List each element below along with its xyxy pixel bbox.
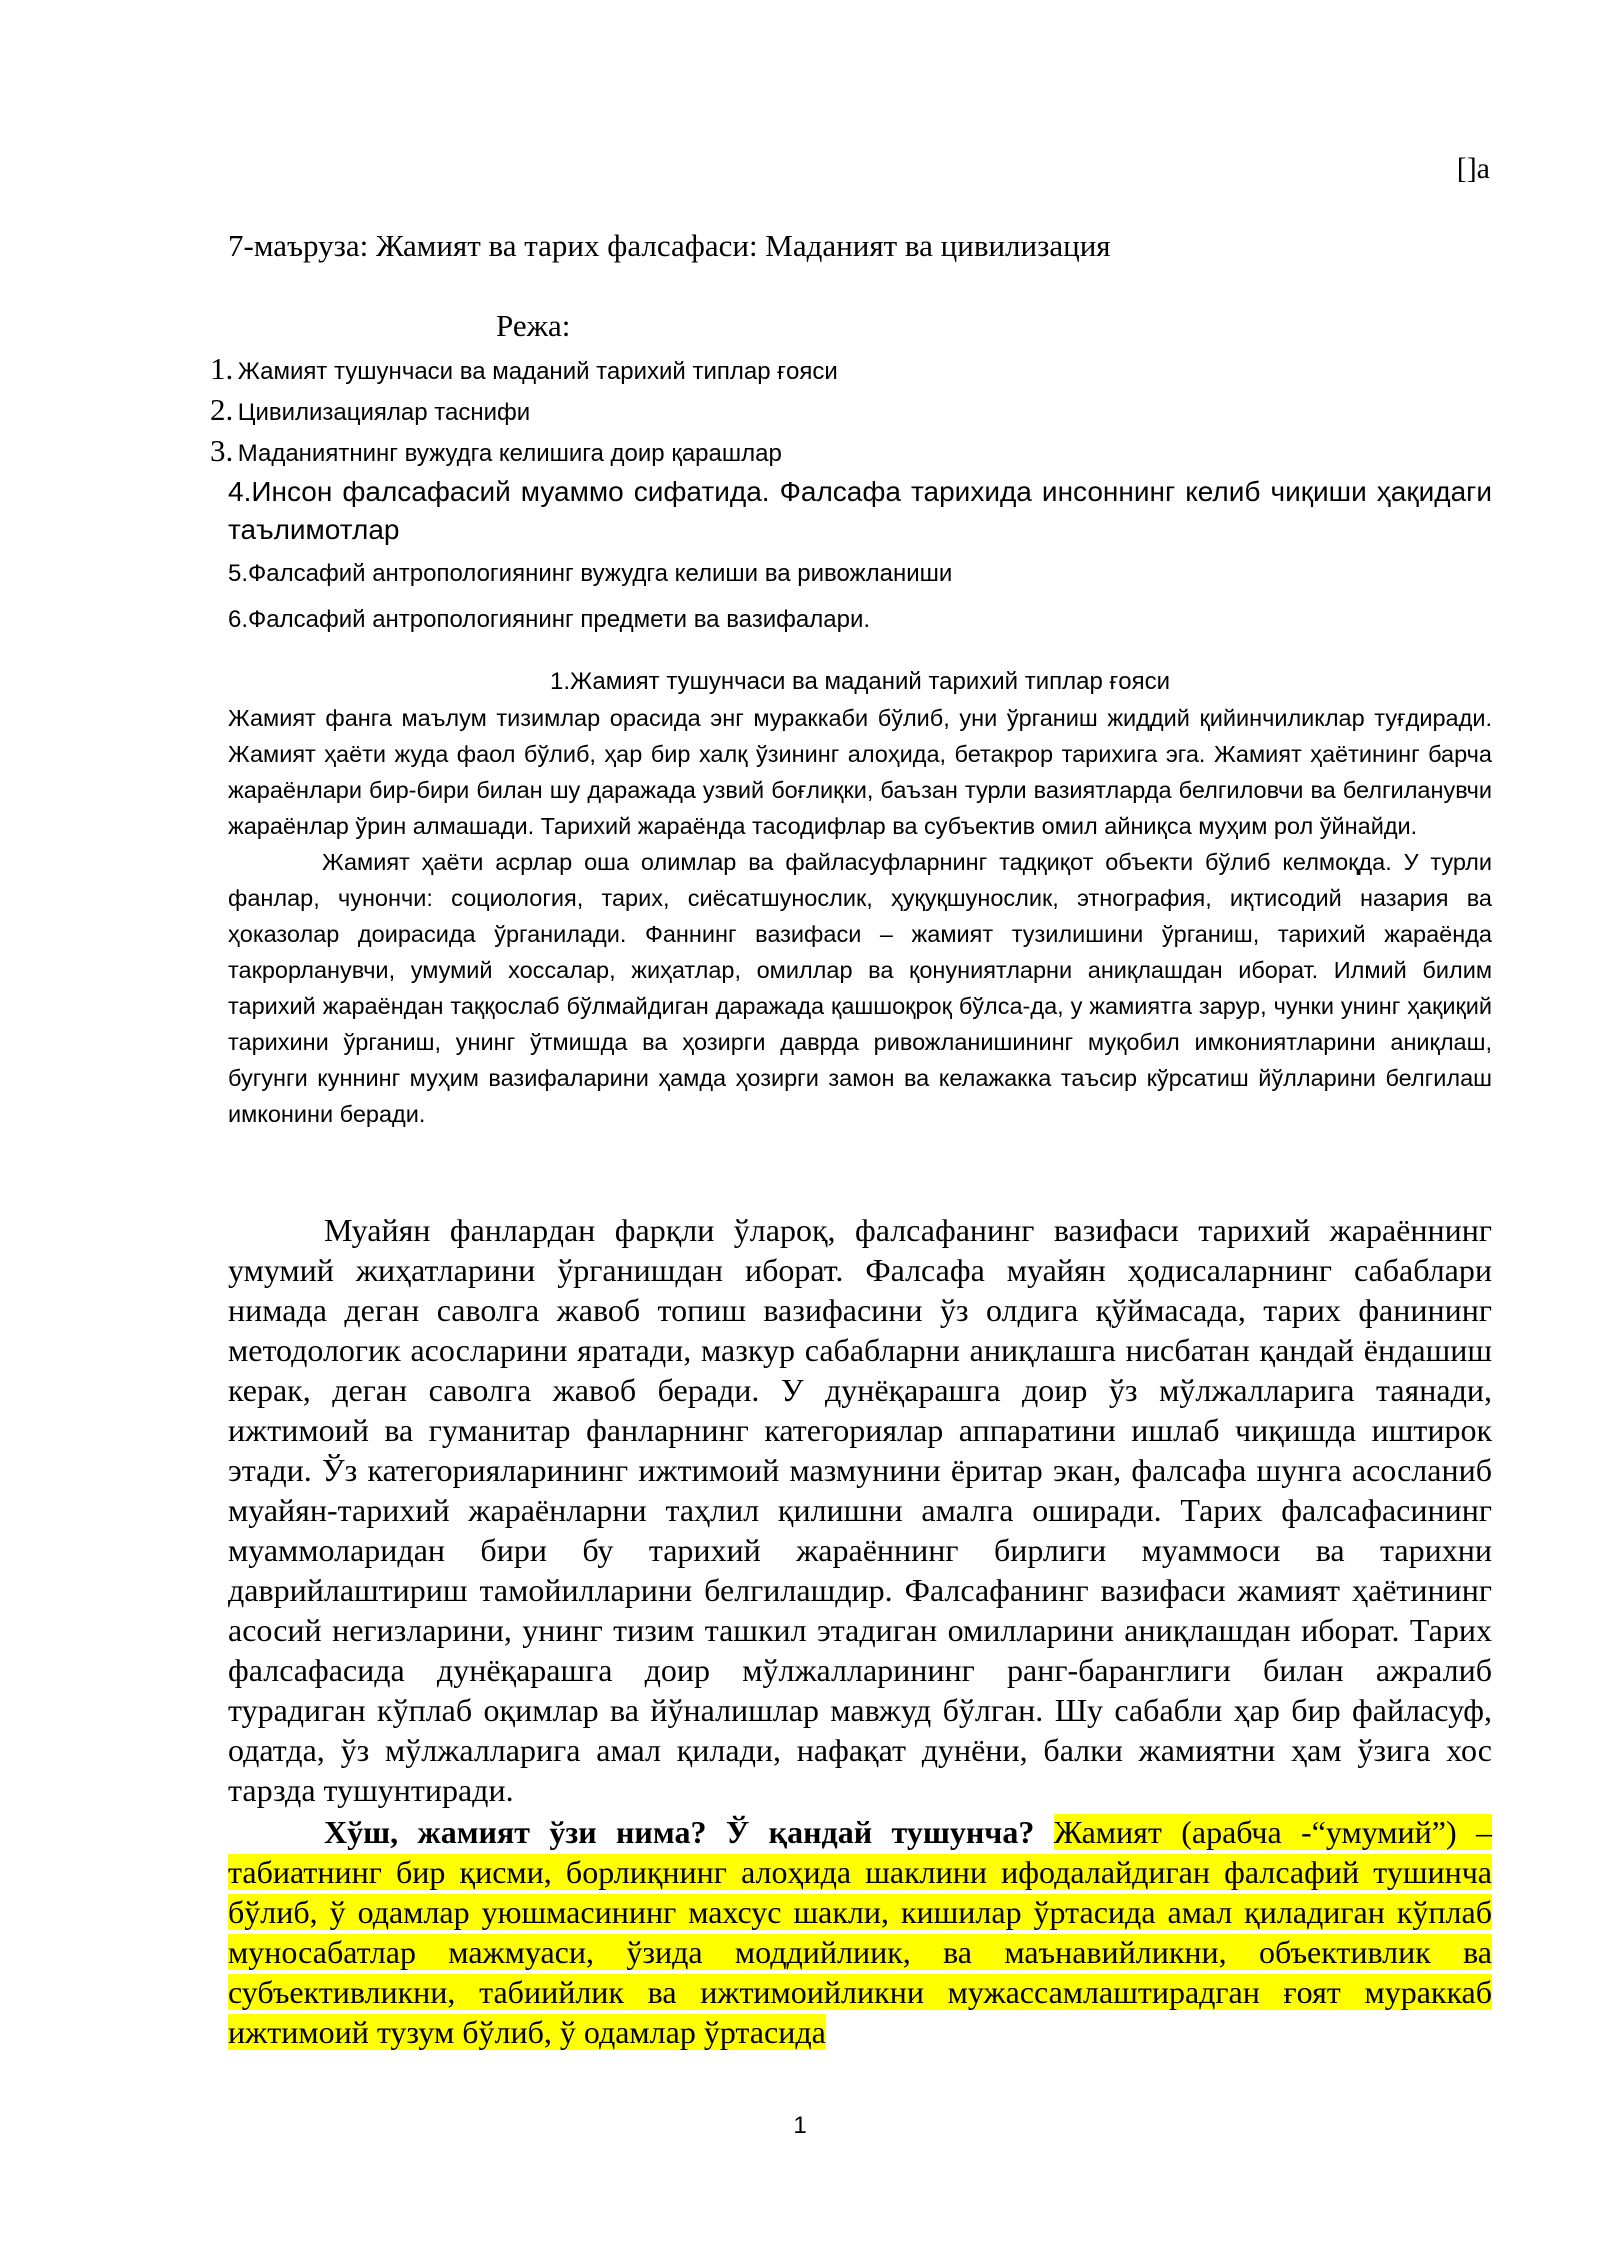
plan-item-number: 3. [210,433,234,468]
plan-item [210,389,1492,430]
plan-item-number: 2. [210,392,234,427]
plan-item-text: Жамият тушунчаси ва маданий тарихий типлар ғояси [237,358,838,385]
paragraph: Муайян фанлардан фарқли ўлароқ, фалсафанинг вазифаси тарихий жараённинг умумий жиҳатларини ўрганишдан иборат. Фалсафа муайян ҳодисаларнинг сабаблари нимада деган саволга жавоб топиш вазифасини ўз олдига қўймасада, тарих фанининг методологик асосларини яратади, мазкур сабабларни аниқлашга нисбатан қандай ёндашиш керак, деган саволга жавоб беради. У дунёқарашга доир ўз мўлжалларига таянади, ижтимоий ва гуманитар фанларнинг категориялар аппаратини ишлаб чиқишда иштирок этади. Ўз категорияларининг ижтимоий мазмунини ёритар экан, фалсафа шунга асосланиб муайян-тарихий жараёнларни таҳлил қилишни амалга оширади. Тарих фалсафасининг муаммоларидан бири бу тарихий жараённинг бирлиги муаммоси ва тарихни даврийлаштириш тамойилларини белгилашдир. Фалсафанинг вазифаси жамият ҳаётининг асосий негизларини, унинг тизим ташкил этадиган омилларини аниқлашдан иборат. Тарих фалсафасида дунёқарашга доир мўлжалларининг ранг-баранглиги билан ажралиб турадиган кўплаб оқимлар ва йўналишлар мавжуд бўлган. Шу сабабли ҳар бир файласуф, одатда, ўз мўлжалларига амал қилади, нафақат дунёни, балки жамиятни ҳам ўзига хос тарзда тушунтиради. [228,1212,1492,1808]
lecture-title: 7-маърузa: Жамият ва тарих фалсафаси: Маданият ва цивилизация [228,228,1111,263]
body-text-sans [228,700,1492,1132]
page-number: 1 [793,2112,807,2139]
body-text-serif [228,1210,1492,2052]
question-text: Хўш, жамият ўзи нима? Ў қандай тушунча? [324,1814,1035,1850]
plan-item [210,348,1492,389]
plan-item-text: Цивилизациялар таснифи [237,399,531,426]
corner-mark: []а [1456,152,1490,185]
plan-item: 6.Фалсафий антропологиянинг предмети ва вазифалари. [228,606,871,633]
plan-list [210,348,1492,641]
plan-item [210,430,1492,471]
paragraph: Жамият фанга маълум тизимлар орасида энг мураккаби бўлиб, уни ўрганиш жиддий қийинчиликлар туғдиради. Жамият ҳаёти жуда фаол бўлиб, ҳар бир халқ ўзининг алоҳида, бетакрор тарихига эга. Жамият ҳаётининг барча жараёнлари бир-бири билан шу даражада узвий боғлиқки, баъзан турли вазиятларда белгиловчи ва белгиланувчи жараёнлар ўрин алмашади. Тарихий жараёнда тасодифлар ва субъектив омил айниқса муҳим рол ўйнайди. [228,705,1492,839]
plan-heading: Режа: [496,308,571,343]
plan-item: 5.Фалсафий антропологиянинг вужудга келиши ва ривожланиши [228,560,953,587]
plan-item-text: Маданиятнинг вужудга келишига доир қарашлар [237,440,782,467]
section-heading: 1.Жамият тушунчаси ва маданий тарихий типлар ғояси [549,668,1171,695]
highlighted-text: Жамият (арабча -“умумий”) – табиатнинг бир қисми, борлиқнинг алоҳида шаклини ифодалайдиган фалсафий тушинча бўлиб, ў одамлар уюшмасининг махсус шакли, кишилар ўртасида амал қиладиган кўплаб муносабатлар мажмуаси, ўзида моддийлиик, ва маънавийликни, объективлик ва субъективликни, табиийлик ва ижтимоийликни мужассамлаштирадган ғоят мураккаб ижтимоий тузум бўлиб, ў одамлар ўртасида [228,1814,1493,2050]
paragraph: Жамият ҳаёти асрлар оша олимлар ва файласуфларнинг тадқиқот объекти бўлиб келмоқда. У турли фанлар, чунончи: социология, тарих, сиёсатшунослик, ҳуқуқшунослик, этнография, иқтисодий назария ва ҳоказолар доирасида ўрганилади. Фаннинг вазифаси – жамият тузилишини ўрганиш, тарихий жараёнда такрорланувчи, умумий хоссалар, жиҳатлар, омиллар ва қонуниятларни аниқлашдан иборат. Илмий билим тарихий жараёндан таққослаб бўлмайдиган даражада қашшоқроқ бўлса-да, у жамиятга зарур, чунки унинг ҳақиқий тарихини ўрганиш, унинг ўтмишда ва ҳозирги даврда ривожланишининг муқобил имкониятларини аниқлаш, бугунги куннинг муҳим вазифаларини ҳамда ҳозирги замон ва келажакка таъсир кўрсатиш йўлларини белгилаш имконини беради. [228,849,1492,1127]
plan-item-number: 1. [210,351,234,386]
plan-item: 4.Инсон фалсафасий муаммо сифатида. Фалсафа тарихида инсоннинг келиб чиқиши ҳақидаги таълимотлар [228,476,1492,545]
paragraph-with-highlight [228,1812,1492,2052]
